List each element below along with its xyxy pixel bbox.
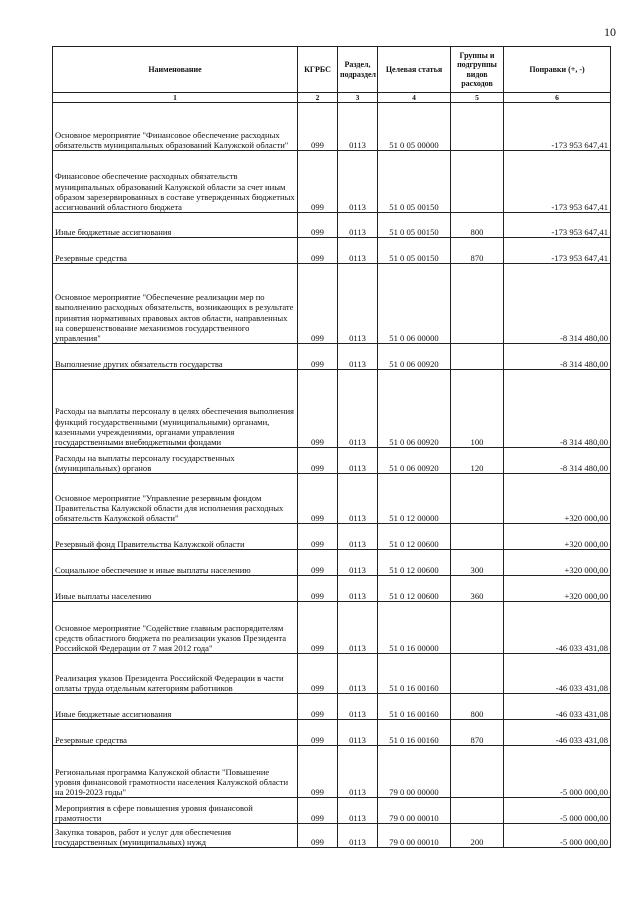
- row-section: 0113: [338, 238, 378, 264]
- row-kgrbs: 099: [298, 720, 338, 746]
- header-group: Группы и подгруппы видов расходов: [451, 47, 504, 93]
- row-kgrbs: 099: [298, 576, 338, 602]
- row-amount: -173 953 647,41: [504, 213, 611, 238]
- column-number: 5: [451, 93, 504, 103]
- row-amount: -173 953 647,41: [504, 238, 611, 264]
- row-amount: -8 314 480,00: [504, 264, 611, 344]
- page-number: 10: [604, 25, 616, 39]
- row-kgrbs: 099: [298, 238, 338, 264]
- row-section: 0113: [338, 746, 378, 798]
- row-name: Выполнение других обязательств государства: [53, 344, 298, 370]
- row-kgrbs: 099: [298, 746, 338, 798]
- row-group: 360: [451, 576, 504, 602]
- row-kgrbs: 099: [298, 264, 338, 344]
- row-section: 0113: [338, 720, 378, 746]
- row-target: 51 0 16 00160: [378, 694, 451, 720]
- row-name: Иные бюджетные ассигнования: [53, 694, 298, 720]
- row-group: 800: [451, 694, 504, 720]
- table-row: [53, 264, 611, 344]
- row-target: 79 0 00 00010: [378, 824, 451, 848]
- table-row: [53, 694, 611, 720]
- row-amount: -5 000 000,00: [504, 746, 611, 798]
- table-row: [53, 474, 611, 524]
- table-row: [53, 798, 611, 824]
- row-target: 51 0 06 00920: [378, 448, 451, 474]
- table-row: [53, 370, 611, 448]
- row-target: 51 0 12 00600: [378, 524, 451, 550]
- row-section: 0113: [338, 824, 378, 848]
- table-row: [53, 746, 611, 798]
- row-amount: +320 000,00: [504, 576, 611, 602]
- row-name: Иные бюджетные ассигнования: [53, 213, 298, 238]
- column-number: 3: [338, 93, 378, 103]
- row-name: Региональная программа Калужской области "Повышение уровня финансовой грамотности населения Калужской области на 2019-2023 годы": [53, 746, 298, 798]
- row-group: [451, 103, 504, 151]
- row-group: [451, 264, 504, 344]
- row-section: 0113: [338, 151, 378, 213]
- row-section: 0113: [338, 550, 378, 576]
- row-kgrbs: 099: [298, 798, 338, 824]
- row-group: [451, 151, 504, 213]
- row-target: 79 0 00 00010: [378, 798, 451, 824]
- row-kgrbs: 099: [298, 824, 338, 848]
- row-section: 0113: [338, 103, 378, 151]
- row-section: 0113: [338, 264, 378, 344]
- row-kgrbs: 099: [298, 344, 338, 370]
- row-section: 0113: [338, 798, 378, 824]
- row-section: 0113: [338, 576, 378, 602]
- row-target: 51 0 12 00600: [378, 550, 451, 576]
- row-name: Иные выплаты населению: [53, 576, 298, 602]
- row-group: [451, 524, 504, 550]
- row-target: 51 0 05 00150: [378, 238, 451, 264]
- row-group: [451, 746, 504, 798]
- row-target: 51 0 16 00160: [378, 654, 451, 694]
- table-row: [53, 151, 611, 213]
- row-section: 0113: [338, 524, 378, 550]
- row-group: 300: [451, 550, 504, 576]
- row-target: 51 0 05 00000: [378, 103, 451, 151]
- row-group: [451, 344, 504, 370]
- row-amount: +320 000,00: [504, 524, 611, 550]
- row-name: Закупка товаров, работ и услуг для обеспечения государственных (муниципальных) нужд: [53, 824, 298, 848]
- row-name: Основное мероприятие "Обеспечение реализации мер по выполнению расходных обязательств, возникающих в результате принятия нормативных правовых актов области, направленных на совершенствование механизмов государственного управления": [53, 264, 298, 344]
- row-group: 870: [451, 238, 504, 264]
- row-kgrbs: 099: [298, 213, 338, 238]
- table-row: [53, 103, 611, 151]
- table-row: [53, 550, 611, 576]
- header-amendment: Поправки (+, -): [504, 47, 611, 93]
- row-section: 0113: [338, 213, 378, 238]
- row-section: 0113: [338, 448, 378, 474]
- row-amount: +320 000,00: [504, 474, 611, 524]
- row-name: Расходы на выплаты персоналу государственных (муниципальных) органов: [53, 448, 298, 474]
- column-number: 4: [378, 93, 451, 103]
- row-name: Основное мероприятие "Финансовое обеспечение расходных обязательств муниципальных образований Калужской области": [53, 103, 298, 151]
- header-name: Наименование: [53, 47, 298, 93]
- row-target: 51 0 05 00150: [378, 213, 451, 238]
- header-kgrbs: КГРБС: [298, 47, 338, 93]
- row-section: 0113: [338, 370, 378, 448]
- row-target: 51 0 12 00600: [378, 576, 451, 602]
- row-amount: -8 314 480,00: [504, 344, 611, 370]
- row-kgrbs: 099: [298, 448, 338, 474]
- row-group: 800: [451, 213, 504, 238]
- budget-amendments-table: [52, 46, 611, 848]
- row-kgrbs: 099: [298, 370, 338, 448]
- row-target: 51 0 12 00000: [378, 474, 451, 524]
- row-kgrbs: 099: [298, 694, 338, 720]
- row-amount: -8 314 480,00: [504, 370, 611, 448]
- row-amount: -8 314 480,00: [504, 448, 611, 474]
- row-amount: -46 033 431,08: [504, 602, 611, 654]
- column-number: 2: [298, 93, 338, 103]
- table-row: [53, 524, 611, 550]
- row-group: 120: [451, 448, 504, 474]
- row-section: 0113: [338, 344, 378, 370]
- row-kgrbs: 099: [298, 474, 338, 524]
- row-kgrbs: 099: [298, 151, 338, 213]
- table-row: [53, 576, 611, 602]
- row-kgrbs: 099: [298, 103, 338, 151]
- table-row: [53, 238, 611, 264]
- row-target: 79 0 00 00000: [378, 746, 451, 798]
- row-name: Основное мероприятие "Содействие главным распорядителям средств областного бюджета по реализации указов Президента Российской Федерации от 7 мая 2012 года": [53, 602, 298, 654]
- table-row: [53, 213, 611, 238]
- column-number: 6: [504, 93, 611, 103]
- row-target: 51 0 16 00000: [378, 602, 451, 654]
- table-row: [53, 654, 611, 694]
- row-name: Основное мероприятие "Управление резервным фондом Правительства Калужской области для исполнения расходных обязательств Калужской области": [53, 474, 298, 524]
- row-amount: -173 953 647,41: [504, 103, 611, 151]
- row-name: Расходы на выплаты персоналу в целях обеспечения выполнения функций государственными (муниципальными) органами, казенными учреждениями, органами управления государственными внебюджетными фондами: [53, 370, 298, 448]
- column-number: 1: [53, 93, 298, 103]
- row-amount: -173 953 647,41: [504, 151, 611, 213]
- row-group: [451, 798, 504, 824]
- row-name: Резервные средства: [53, 238, 298, 264]
- row-target: 51 0 06 00000: [378, 264, 451, 344]
- row-group: [451, 654, 504, 694]
- row-amount: -5 000 000,00: [504, 798, 611, 824]
- row-group: [451, 602, 504, 654]
- table-row: [53, 448, 611, 474]
- row-name: Резервный фонд Правительства Калужской области: [53, 524, 298, 550]
- row-group: 200: [451, 824, 504, 848]
- row-name: Финансовое обеспечение расходных обязательств муниципальных образований Калужской области за счет иным образом зарезервированных в составе утвержденных бюджетных ассигнований областного бюджета: [53, 151, 298, 213]
- row-kgrbs: 099: [298, 602, 338, 654]
- row-name: Реализация указов Президента Российской Федерации в части оплаты труда отдельным категориям работников: [53, 654, 298, 694]
- row-group: [451, 474, 504, 524]
- column-number-row: [53, 93, 611, 103]
- row-amount: -46 033 431,08: [504, 720, 611, 746]
- row-target: 51 0 16 00160: [378, 720, 451, 746]
- row-name: Социальное обеспечение и иные выплаты населению: [53, 550, 298, 576]
- row-group: 100: [451, 370, 504, 448]
- row-section: 0113: [338, 602, 378, 654]
- table-row: [53, 602, 611, 654]
- header-target: Целевая статья: [378, 47, 451, 93]
- row-kgrbs: 099: [298, 654, 338, 694]
- row-group: 870: [451, 720, 504, 746]
- table-row: [53, 720, 611, 746]
- row-name: Мероприятия в сфере повышения уровня финансовой грамотности: [53, 798, 298, 824]
- header-section: Раздел, подраздел: [338, 47, 378, 93]
- row-amount: +320 000,00: [504, 550, 611, 576]
- row-kgrbs: 099: [298, 524, 338, 550]
- row-amount: -46 033 431,08: [504, 654, 611, 694]
- row-section: 0113: [338, 694, 378, 720]
- table-row: [53, 824, 611, 848]
- row-kgrbs: 099: [298, 550, 338, 576]
- header-row: [53, 47, 611, 93]
- row-name: Резервные средства: [53, 720, 298, 746]
- row-section: 0113: [338, 474, 378, 524]
- row-amount: -5 000 000,00: [504, 824, 611, 848]
- row-section: 0113: [338, 654, 378, 694]
- row-target: 51 0 05 00150: [378, 151, 451, 213]
- row-target: 51 0 06 00920: [378, 344, 451, 370]
- row-amount: -46 033 431,08: [504, 694, 611, 720]
- table-row: [53, 344, 611, 370]
- row-target: 51 0 06 00920: [378, 370, 451, 448]
